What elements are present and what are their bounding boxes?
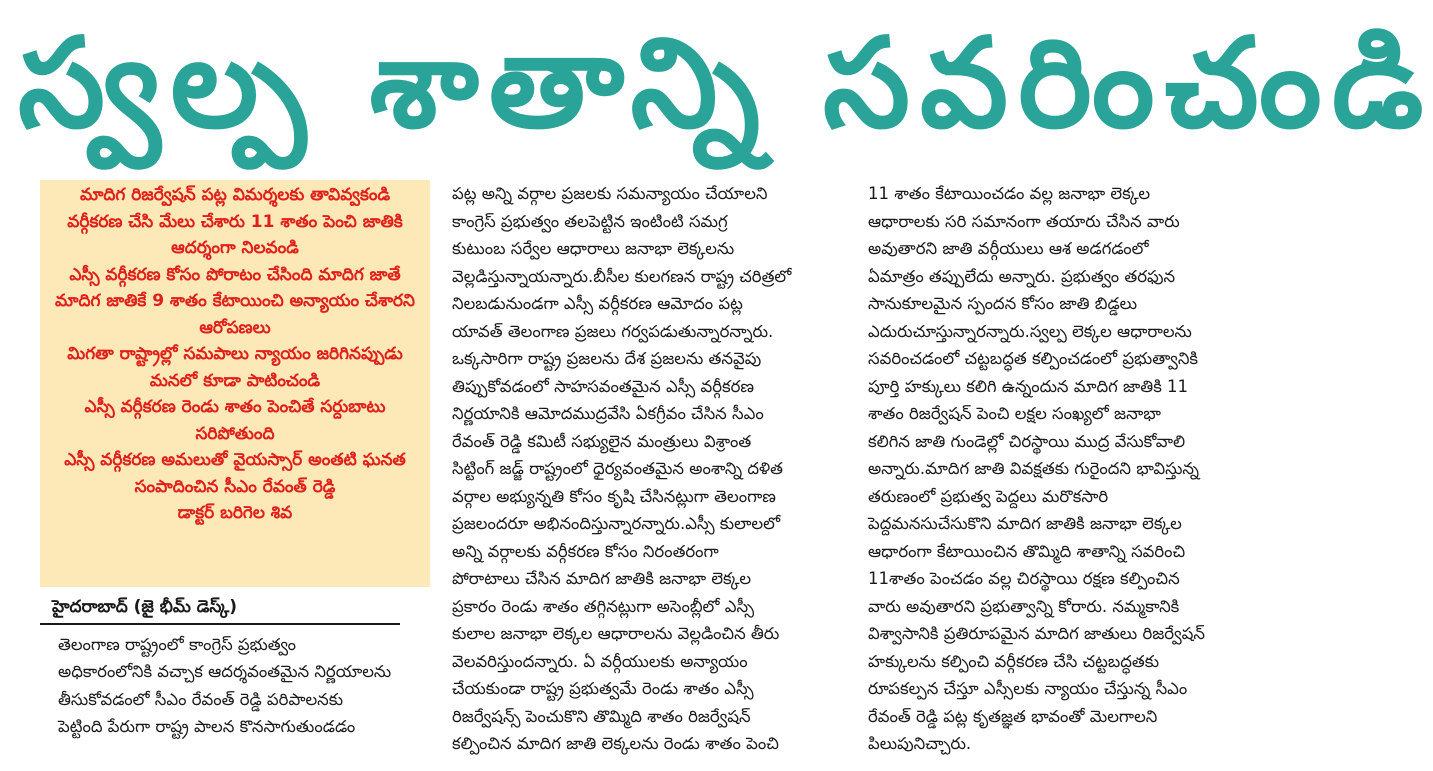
highlight-line: మాదిగ జాతికే 9 శాతం కేటాయించి అన్యాయం చేశారని ఆరోపణలు — [55, 291, 415, 338]
highlight-line: ఎస్సీ వర్గీకరణ రెండు శాతం పెంచితే సర్దుబాటు సరిపోతుంది — [84, 397, 386, 444]
column-2 — [452, 180, 844, 758]
dateline: హైదరాబాద్ (జై భీమ్ డెస్క్) — [52, 597, 238, 617]
column-3 — [868, 180, 1260, 758]
highlight-line: ఎస్సీ వర్గీకరణ అమలుతో వైయస్సార్ అంతటి ఘనత సంపాదించిన సీఎం రేవంత్ రెడ్డి — [64, 450, 406, 497]
highlight-line: మిగతా రాష్ట్రాల్లో సమపాలు న్యాయం జరిగినప్పుడు మనలో కూడా పాటించండి — [67, 344, 403, 391]
highlight-line: వర్గీకరణ చేసి మేలు చేశారు 11 శాతం పెంచి జాతికి ఆదర్శంగా నిలవండి — [67, 211, 403, 258]
body-paragraph: 11 శాతం కేటాయించడం వల్ల జనాభా లెక్కల ఆధారాలకు సరి సమానంగా తయారు చేసిన వారు అవుతారని జాతి వర్గీయులు ఆశ అడగడంలో ఏమాత్రం తప్పులేదు అన్నారు. ప్రభుత్వం తరఫున సానుకూలమైన స్పందన కోసం జాతి బిడ్డలు ఎదురుచూస్తున్నారన్నారు.స్వల్ప లెక్కల ఆధారాలను సవరించడంలో చట్టబద్ధత కల్పించడంలో ప్రభుత్వానికి పూర్తి హక్కులు కలిగి ఉన్నందున మాదిగ జాతికి 11 శాతం రిజర్వేషన్ పెంచి లక్షల సంఖ్యలో జనాభా కలిగిన జాతి గుండెల్లో చిరస్థాయి ముద్ర వేసుకోవాలి అన్నారు.మాదిగ జాతి వివక్షతకు గురైందని భావిస్తున్న తరుణంలో ప్రభుత్వ పెద్దలు మరొకసారి పెద్దమనసుచేసుకొని మాదిగ జాతికి జనాభా లెక్కల ఆధారంగా కేటాయించిన తొమ్మిది శాతాన్ని సవరించి 11శాతం పెంచడం వల్ల చిరస్థాయి రక్షణ కల్పించిన వారు అవుతారని ప్రభుత్వాన్ని కోరారు. నమ్మకానికి విశ్వాసానికి ప్రతిరూపమైన మాదిగ జాతులు రిజర్వేషన్ హక్కులను కల్పించి వర్గీకరణ చేసి చట్టబద్ధతకు రూపకల్పన చేస్తూ ఎస్సీలకు న్యాయం చేస్తున్న సీఎం రేవంత్ రెడ్డి పట్ల కృతజ్ఞత భావంతో మెలగాలని పిలుపునిచ్చారు. — [868, 184, 1205, 753]
headline: స్వల్ప శాతాన్ని సవరించండి — [18, 12, 1433, 156]
body-paragraph: తెలంగాణ రాష్ట్రంలో కాంగ్రెస్ ప్రభుత్వం అధికారంలోనికి వచ్చాక ఆదర్శవంతమైన నిర్ణయాలను తీసుకోవడంలో సీఎం రేవంత్ రెడ్డి పరిపాలనకు పెట్టింది పేరుగా రాష్ట్ర పాలన కొనసాగుతుండడం — [58, 635, 392, 736]
author-name: డాక్టర్ బరిగెల శివ — [177, 503, 293, 523]
highlight-line: ఎస్సీ వర్గీకరణ కోసం పోరాటం చేసింది మాదిగ జాతే — [69, 264, 401, 285]
column-1 — [40, 180, 430, 740]
highlight-box — [40, 180, 430, 587]
divider — [40, 623, 400, 625]
body-paragraph: పట్ల అన్ని వర్గాల ప్రజలకు సమన్యాయం చేయాలని కాంగ్రెస్ ప్రభుత్వం తలపెట్టిన ఇంటింటి సమగ్ర కుటుంబ సర్వేల ఆధారాలు జనాభా లెక్కలను వెల్లడిస్తున్నాయన్నారు.బీసీల కులగణన రాష్ట్ర చరిత్రలో నిలబడునుండగా ఎస్సీ వర్గీకరణ ఆమోదం పట్ల యావత్ తెలంగాణ ప్రజలు గర్వపడుతున్నారన్నారు. ఒక్కసారిగా రాష్ట్ర ప్రజలను దేశ ప్రజలను తనవైపు తిప్పుకోవడంలో సాహసవంతమైన ఎస్సీ వర్గీకరణ నిర్ణయానికి ఆమోదముద్రవేసి ఏకగ్రీవం చేసిన సీఎం రేవంత్ రెడ్డి కమిటీ సభ్యులైన మంత్రులు విశ్రాంత సిట్టింగ్ జడ్జ్ రాష్ట్రంలో ధైర్యవంతమైన అంశాన్ని దళిత వర్గాల అభ్యున్నతి కోసం కృషి చేసినట్లుగా తెలంగాణ ప్రజలందరూ అభినందిస్తున్నారన్నారు.ఎస్సీ కులాలలో అన్ని వర్గాలకు వర్గీకరణ కోసం నిరంతరంగా పోరాటాలు చేసిన మాదిగ జాతికి జనాభా లెక్కల ప్రకారం రెండు శాతం తగ్గినట్లుగా అసెంబ్లీలో ఎస్సీ కులాల జనాభా లెక్కల ఆధారాలను వెల్లడించిన తీరు వెలవరిస్తుందన్నారు. ఏ వర్గీయులకు అన్యాయం చేయకుండా రాష్ట్ర ప్రభుత్వమే రెండు శాతం ఎస్సీ రిజర్వేషన్స్ పెంచుకొని తొమ్మిది శాతం రిజర్వేషన్ కల్పించిన మాదిగ జాతి లెక్కలను రెండు శాతం పెంచి — [452, 184, 792, 753]
highlight-line: మాదిగ రిజర్వేషన్ పట్ల విమర్శలకు తావివ్వకండి — [79, 185, 391, 205]
